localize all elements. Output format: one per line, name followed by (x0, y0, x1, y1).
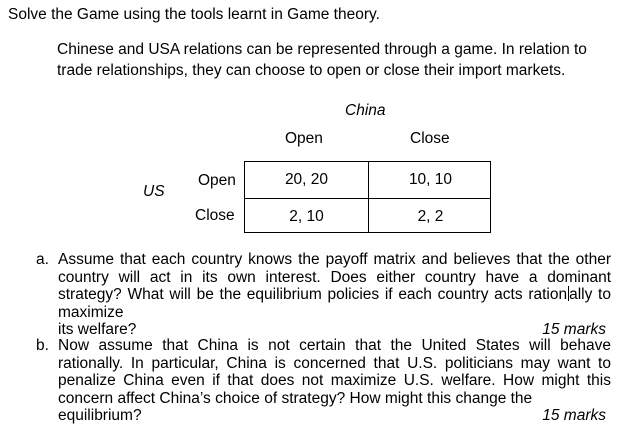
question-b-marks: 15 marks (542, 407, 606, 425)
question-a-text-part1: Assume that each country knows the payoff matrix and believes that the other country will act in its own interest. Does either country have a dominant strategy? What will be the equilibrium policies if each country acts ration (58, 251, 611, 304)
column-strategy-close: Close (410, 130, 450, 147)
question-a-text-part2: ally to maximize (58, 286, 611, 321)
payoff-cell-close-open: 2, 10 (289, 207, 324, 225)
question-b-last-line (58, 407, 611, 425)
page-heading: Solve the Game using the tools learnt in Game theory. (8, 6, 380, 23)
question-a-marks: 15 marks (542, 321, 606, 339)
question-b-letter: b. (36, 337, 49, 354)
row-strategy-close: Close (195, 207, 235, 224)
question-b-text-end: equilibrium? (58, 407, 142, 425)
row-player-label: US (143, 183, 165, 200)
question-a-text-end: its welfare? (58, 321, 137, 339)
row-strategy-open: Open (198, 172, 236, 189)
payoff-matrix (244, 161, 491, 233)
question-a-letter: a. (36, 251, 49, 268)
question-b-text-main: Now assume that China is not certain that the United States will behave rationally. In particular, China is concerned that U.S. politicians may want to penalize China even if that does not maximize U.S. welfare. How might this concern affect China’s choice of strategy? How might this change the (58, 337, 611, 407)
column-strategy-open: Open (285, 130, 323, 147)
intro-paragraph: Chinese and USA relations can be represented through a game. In relation to trade relationships, they can choose to open or close their import markets. (57, 41, 587, 79)
payoff-cell-open-close: 10, 10 (408, 170, 453, 188)
question-b-text (58, 337, 611, 425)
payoff-cell-open-open: 20, 20 (284, 170, 329, 188)
question-a-text[interactable] (58, 251, 611, 339)
payoff-cell-close-close: 2, 2 (417, 207, 444, 225)
column-player-label: China (345, 102, 386, 119)
